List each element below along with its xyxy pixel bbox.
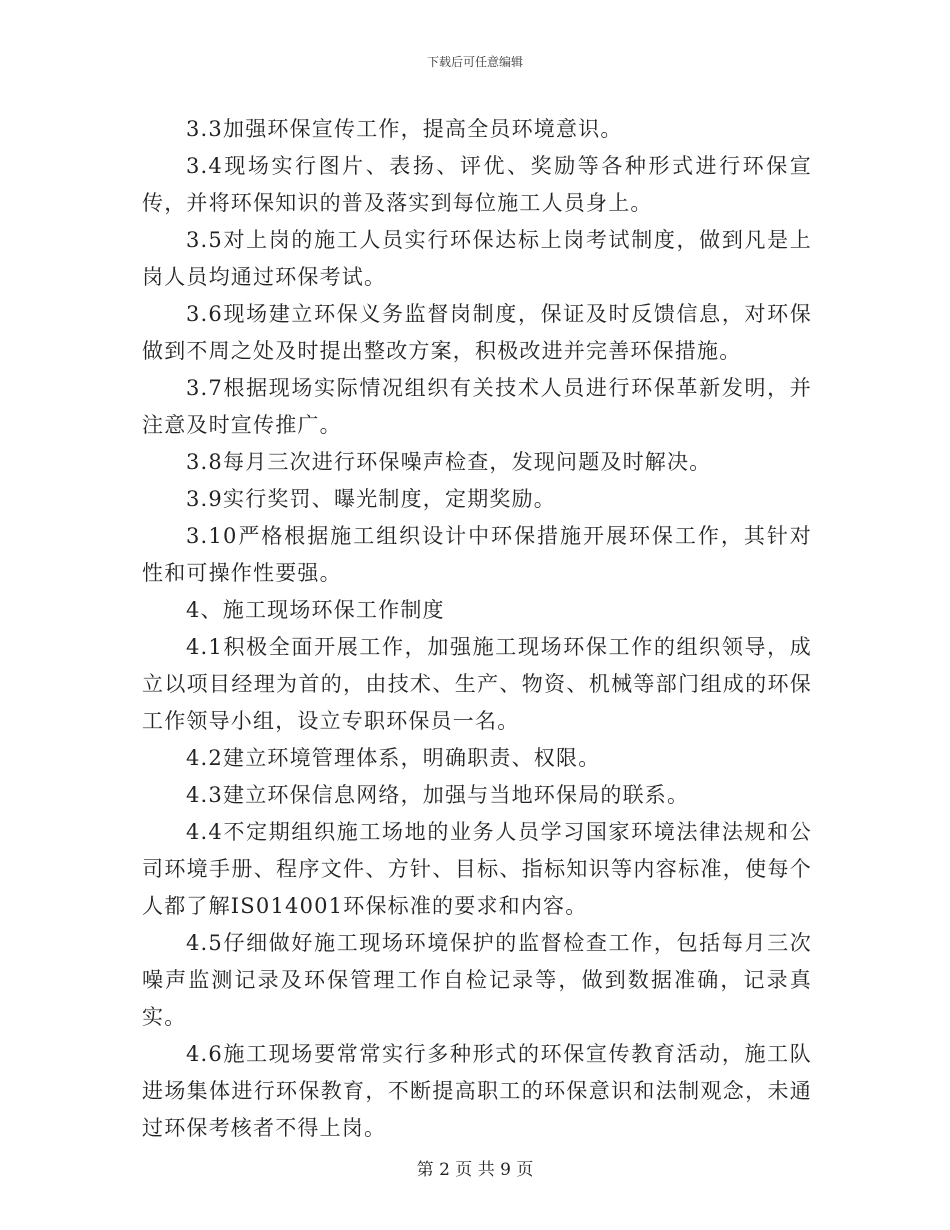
paragraph-3-10: 3.10严格根据施工组织设计中环保措施开展环保工作，其针对性和可操作性要强。: [142, 524, 812, 585]
document-body: [142, 111, 812, 1147]
paragraph-3-6: 3.6现场建立环保义务监督岗制度，保证及时反馈信息，对环保做到不周之处及时提出整改方案，积极改进并完善环保措施。: [142, 302, 812, 363]
paragraph-3-8: 3.8每月三次进行环保噪声检查，发现问题及时解决。: [186, 450, 712, 474]
section-heading-4: 4、施工现场环保工作制度: [186, 598, 445, 622]
paragraph-4-3: 4.3建立环保信息网络，加强与当地环保局的联系。: [186, 783, 690, 807]
paragraph-3-5: 3.5对上岗的施工人员实行环保达标上岗考试制度，做到凡是上岗人员均通过环保考试。: [142, 228, 812, 289]
page-footer: 第 2 页 共 9 页: [416, 1160, 534, 1180]
paragraph-4-4: 4.4不定期组织施工场地的业务人员学习国家环境法律法规和公司环境手册、程序文件、方针、目标、指标知识等内容标准，使每个人都了解IS014001环保标准的要求和内容。: [142, 820, 812, 918]
paragraph-4-1: 4.1积极全面开展工作，加强施工现场环保工作的组织领导，成立以项目经理为首的，由技术、生产、物资、机械等部门组成的环保工作领导小组，设立专职环保员一名。: [142, 635, 812, 733]
paragraph-3-4: 3.4现场实行图片、表扬、评优、奖励等各种形式进行环保宣传，并将环保知识的普及落实到每位施工人员身上。: [142, 154, 812, 215]
paragraph-4-6: 4.6施工现场要常常实行多种形式的环保宣传教育活动，施工队进场集体进行环保教育，不断提高职工的环保意识和法制观念，未通过环保考核者不得上岗。: [142, 1042, 812, 1140]
page-header: 下载后可任意编辑: [426, 55, 523, 69]
paragraph-3-3: 3.3加强环保宣传工作，提高全员环境意识。: [186, 117, 623, 141]
paragraph-4-5: 4.5仔细做好施工现场环境保护的监督检查工作，包括每月三次噪声监测记录及环保管理工作自检记录等，做到数据准确，记录真实。: [142, 931, 812, 1029]
paragraph-4-2: 4.2建立环境管理体系，明确职责、权限。: [186, 746, 601, 770]
paragraph-3-9: 3.9实行奖罚、曝光制度，定期奖励。: [186, 487, 556, 511]
paragraph-3-7: 3.7根据现场实际情况组织有关技术人员进行环保革新发明，并注意及时宣传推广。: [142, 376, 812, 437]
